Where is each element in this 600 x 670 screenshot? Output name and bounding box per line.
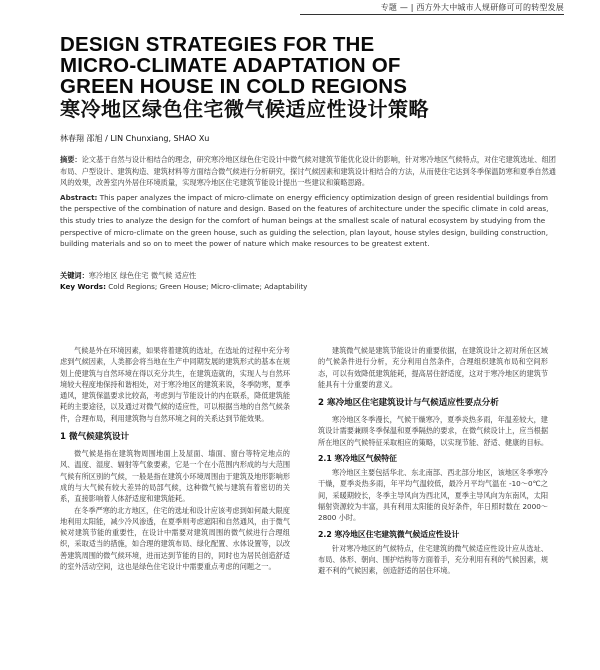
title-block bbox=[60, 34, 560, 121]
keywords-cn-label: 关键词： bbox=[60, 271, 89, 280]
header-rule bbox=[300, 14, 564, 15]
right-paragraph-1: 建筑微气候是建筑节能设计的重要依据，在建筑设计之初对所在区域的气候条件进行分析，充分利用自然条件，合理组织建筑布局和空间形态，可以有效降低建筑能耗，提高居住舒适度，这对于寒冷地区的建筑节能具有十分重要的意义。 bbox=[318, 346, 549, 389]
keywords-en bbox=[60, 281, 560, 292]
running-header: 专题 — | 西方外大中城市人规研修可可的转型发展 bbox=[380, 3, 564, 12]
section-2-paragraph: 寒冷地区冬季漫长，气候干燥寒冷，夏季炎热多雨，年温差较大，建筑设计需要兼顾冬季保温和夏季隔热的要求，在微气候设计上，应当根据所在地区的气候特征采取相应的策略，以实现节能、舒适、健康的目标。 bbox=[318, 415, 549, 447]
abstract-en-label: Abstract: bbox=[60, 192, 98, 202]
section-1-paragraph-2: 在冬季严寒的北方地区，住宅的选址和设计应该考虑到如何最大限度地利用太阳能，减少冷风渗透，在夏季则考虑遮阳和自然通风，由于微气候对建筑节能的重要性，在设计中需要对建筑周围的微气候进行合理组织，采取适当的措施，如合理的建筑布局、绿化配置、水体设置等，以改善建筑周围的微气候环境，进而达到节能的目的，同时也为居民创造舒适的室外活动空间，这也是绿色住宅设计中需要重点考虑的问题之一。 bbox=[60, 505, 291, 572]
chinese-title: 寒冷地区绿色住宅微气候适应性设计策略 bbox=[60, 97, 429, 121]
body-right-column bbox=[318, 345, 548, 576]
page-header bbox=[0, 0, 600, 20]
subsection-2-1-paragraph: 寒冷地区主要包括华北、东北南部、西北部分地区，该地区冬季寒冷干燥，夏季炎热多雨，年平均气温较低，最冷月平均气温在 -10～0℃之间，采暖期较长，冬季主导风向为西北风，夏季主导风向为东南风，太阳辐射资源较为丰富，具有利用太阳能的良好条件，年日照时数在 2000～2800 小时。 bbox=[318, 468, 549, 523]
abstract bbox=[60, 154, 560, 253]
abstract-cn-text: 论文基于自然与设计相结合的理念，研究寒冷地区绿色住宅设计中微气候对建筑节能优化设计的影响，针对寒冷地区气候特点，对住宅建筑选址、组团布局、户型设计、建筑构造、建筑材料等方面结合微气候进行分析研究，探讨气候因素和建筑设计相结合的方法，从而使住宅达到冬季保温防寒和夏季自然通风的效果，改善室内外居住环境质量，实现寒冷地区住宅建筑节能设计提出一些建议和策略思路。 bbox=[60, 155, 556, 188]
keywords-en-label: Key Words: bbox=[60, 282, 106, 291]
english-title-line-1: DESIGN STRATEGIES FOR THE bbox=[60, 33, 375, 56]
abstract-en bbox=[60, 192, 560, 250]
abstract-cn-label: 摘要： bbox=[60, 155, 82, 164]
body-left-column bbox=[60, 345, 290, 572]
keywords-cn-text: 寒冷地区 绿色住宅 微气候 适应性 bbox=[88, 271, 197, 280]
keywords-en-text: Cold Regions; Green House; Micro-climate; Adaptability bbox=[108, 282, 308, 291]
authors: 林春翔 邵旭 / LIN Chunxiang, SHAO Xu bbox=[60, 134, 210, 143]
subsection-2-1-heading: 2.1 寒冷地区气候特征 bbox=[318, 454, 397, 464]
section-2-heading: 2 寒冷地区住宅建筑设计与气候适应性要点分析 bbox=[318, 398, 499, 409]
keywords-cn bbox=[60, 270, 560, 281]
section-1-paragraph-1: 微气候是指在建筑物周围地面上及屋面、墙面、窗台等特定地点的风、温度、湿度、辐射等气象要素，它是一个在小范围内形成的与大范围气候有所区别的气候，一般是指在建筑小环境周围由于建筑及地形影响形成的与大气候有较大差异的局部气候，这种微气候与建筑有着密切的关系，直接影响着人体舒适度和建筑能耗。 bbox=[60, 449, 291, 504]
subsection-2-2-paragraph: 针对寒冷地区的气候特点，住宅建筑的微气候适应性设计应从选址、布局、体形、朝向、围护结构等方面着手，充分利用有利的气候因素，规避不利的气候因素，创造舒适的居住环境。 bbox=[318, 543, 549, 576]
subsection-2-2-heading: 2.2 寒冷地区住宅建筑微气候适应性设计 bbox=[318, 529, 460, 539]
english-title-line-2: MICRO-CLIMATE ADAPTATION OF bbox=[60, 54, 401, 77]
intro-paragraph: 气候是外在环境因素，如果将着建筑的选址，在选址的过程中充分考虑到气候因素，人类都会将当地在生产中同期发展的建筑形式的基本在规划上使建筑与自然环境在得以充分共生，在建筑造就的，实现人与自然环境较大程度地保持和谐相处，对于寒冷地区的建筑来说，冬季防寒，夏季通风，建筑保温要求比较高，考虑到与节能设计的内在联系，降低建筑能耗的主要途径，以及通过对微气候的适应性，可以根据当地的自然气候条件，合理布局，利用建筑物与自然环境之间的关系达到节能效果。 bbox=[60, 346, 291, 423]
keywords bbox=[60, 270, 560, 292]
abstract-en-text: This paper analyzes the impact of micro-climate on energy efficiency optimization design of green residential buildings from the perspective of the combination of nature and design. Based on the features of architecture under the specific climate in cold areas, this study tries to analyze the design for the comfort of human beings at the smallest scale of natural ecosystem by studying from the perspective of micro-climate on the green house, such as guiding the selection, plan layout, house styles design, building construction, building materials and so on to meet the power of nature which make resources to be greatest extent. bbox=[60, 192, 549, 249]
section-1-heading: 1 微气候建筑设计 bbox=[60, 432, 130, 443]
abstract-cn bbox=[60, 154, 560, 189]
english-title-line-3: GREEN HOUSE IN COLD REGIONS bbox=[60, 75, 408, 98]
